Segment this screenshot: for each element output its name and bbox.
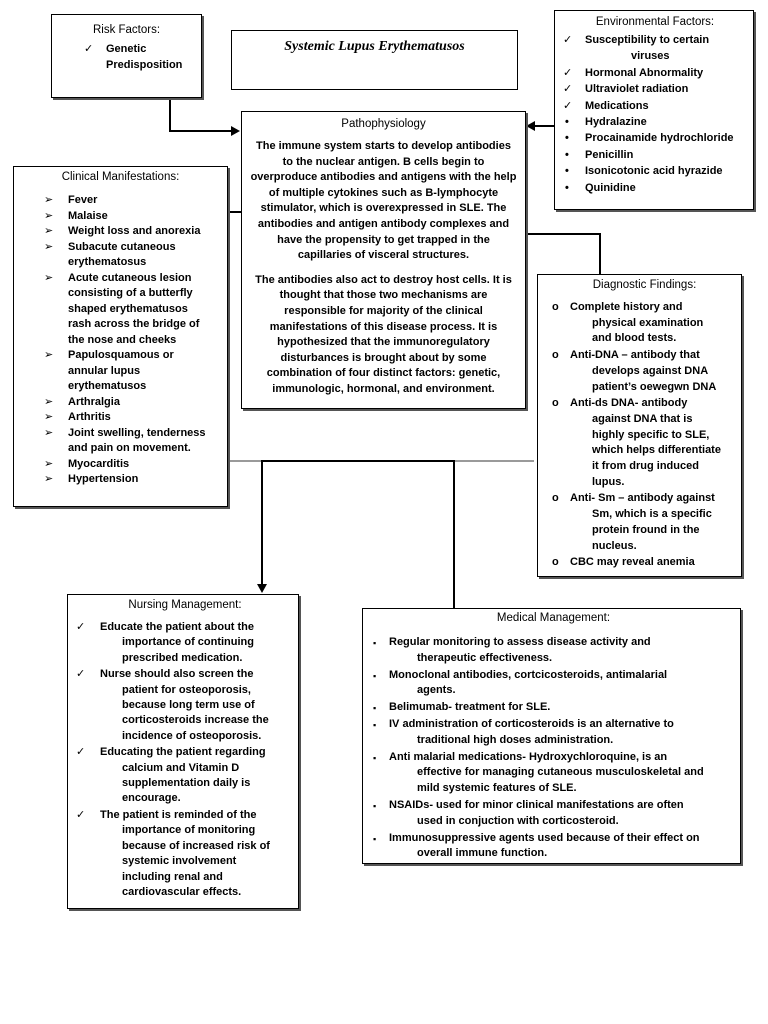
clinical-bullet-icon: ➢ (44, 209, 54, 222)
connector-bottom-bar (261, 460, 454, 462)
clinical-item-text: the nose and cheeks (68, 333, 177, 346)
medical-item-text: IV administration of corticosteroids is an alternative to (389, 717, 674, 730)
environment-item-text: Hydralazine (585, 116, 647, 129)
diagnostic-item-text: develops against DNA (592, 364, 709, 377)
environment-item (563, 81, 747, 97)
nursing-item-text: Educating the patient regarding (100, 746, 266, 759)
medical-item-text: Regular monitoring to assess disease activity and (389, 636, 651, 648)
nursing-item-text: supplementation daily is (122, 777, 251, 790)
environment-item (563, 65, 747, 81)
risk-item-text: Genetic (106, 43, 147, 55)
clinical-item (44, 209, 221, 225)
clinical-item (44, 271, 221, 349)
clinical-item-text: Acute cutaneous lesion (68, 271, 192, 284)
diagnostic-item (552, 300, 737, 347)
environmental-factors-box (554, 10, 754, 210)
environment-bullet-icon: ✓ (563, 99, 573, 112)
clinical-bullet-icon: ➢ (44, 473, 54, 485)
nursing-item-text: importance of monitoring (122, 824, 256, 837)
clinical-item-text: Hypertension (68, 473, 139, 485)
diagnostic-item-text: Sm, which is a specific (592, 508, 712, 521)
clinical-item-text: Arthritis (68, 411, 111, 423)
nursing-item (76, 620, 294, 666)
medical-item-text: overall immune function. (417, 847, 548, 860)
clinical-item-text: consisting of a butterfly (68, 287, 193, 299)
medical-item (373, 831, 734, 863)
environment-item-text: Quinidine (585, 181, 636, 194)
medical-item-text: Belimumab- treatment for SLE. (389, 701, 551, 714)
medical-item-text: traditional high doses administration. (417, 733, 614, 746)
medical-bullet-icon: ▪ (373, 719, 377, 730)
nursing-management-heading: Nursing Management: (128, 599, 242, 611)
medical-bullet-icon: ▪ (373, 638, 377, 648)
clinical-bullet-icon: ➢ (44, 411, 54, 423)
medical-management-box (362, 608, 741, 864)
nursing-item-text: because of increased risk of (122, 839, 270, 852)
environment-bullet-icon: ✓ (563, 34, 573, 46)
diagnostic-item-text: it from drug induced (592, 460, 699, 473)
clinical-item-text: Joint swelling, tenderness (68, 426, 206, 439)
clinical-bullet-icon: ➢ (44, 194, 54, 206)
medical-item (373, 717, 734, 749)
clinical-bullet-icon: ➢ (44, 271, 54, 284)
clinical-item (44, 426, 221, 457)
connector-to-medical (453, 460, 455, 608)
environment-item-text: Susceptibility to certain (585, 34, 710, 46)
pathophysiology-heading: Pathophysiology (341, 118, 426, 130)
environment-item-text: Procainamide hydrochloride (585, 132, 734, 145)
diagnostic-item-text: Complete history and (570, 301, 683, 313)
nursing-item (76, 667, 294, 744)
nursing-management-box (67, 594, 299, 909)
environmental-factors-list (563, 32, 747, 196)
connector-env-across (535, 125, 554, 127)
clinical-item (44, 240, 221, 271)
clinical-item (44, 193, 221, 209)
clinical-item-text: Myocarditis (68, 457, 130, 470)
diagnostic-item-text: protein fround in the (592, 523, 700, 536)
nursing-item-text: importance of continuing (122, 636, 254, 649)
diagnostic-item-text: highly specific to SLE, (592, 428, 710, 441)
diagnostic-findings-box (537, 274, 742, 577)
environment-item-text: Medications (585, 99, 649, 112)
environment-item (563, 147, 747, 163)
diagnostic-item-text: against DNA that is (592, 412, 693, 425)
clinical-bullet-icon: ➢ (44, 225, 54, 237)
diagnostic-item (552, 555, 737, 571)
arrow-env-to-patho (526, 121, 535, 131)
medical-management-list (373, 635, 734, 862)
nursing-item-text: cardiovascular effects. (122, 885, 242, 898)
medical-item-text: Monoclonal antibodies, cortcicosteroids, antimalarial (389, 668, 668, 681)
medical-item-text: agents. (417, 684, 456, 697)
diagnostic-item (552, 348, 737, 395)
clinical-item-text: rash across the bridge of (68, 318, 200, 330)
clinical-bullet-icon: ➢ (44, 457, 54, 470)
diagnostic-bullet-icon: o (552, 556, 559, 569)
clinical-item (44, 472, 221, 488)
connector-clinical-patho (228, 211, 242, 213)
nursing-bullet-icon: ✓ (76, 808, 86, 821)
medical-item-text: Anti malarial medications- Hydroxychloroquine, is an (389, 750, 668, 763)
diagnostic-findings-heading: Diagnostic Findings: (592, 279, 697, 291)
risk-factors-list (84, 42, 193, 73)
pathophysiology-paragraph-2: The antibodies also act to destroy host cells. It is thought that those two mechanisms are responsible for majority of the clinical manifestations of this disease process. It is hypothesized that the immunoregulatory disturbances is brought about by some combination of four distinct factors: genetic, immunologic, hormonal, and environment. (255, 273, 512, 395)
medical-item-text: effective for managing cutaneous musculoskeletal and (417, 766, 704, 779)
nursing-management-list (76, 620, 294, 900)
risk-item (84, 42, 193, 73)
diagnostic-findings-list (552, 300, 737, 571)
medical-item-text: therapeutic effectiveness. (417, 651, 553, 664)
title-box (231, 30, 518, 90)
connector-to-nursing (261, 460, 263, 584)
clinical-item (44, 224, 221, 240)
pathophysiology-box (241, 111, 526, 409)
arrow-risk-to-patho (231, 126, 240, 136)
clinical-item-text: erythematosus (68, 256, 147, 268)
nursing-bullet-icon: ✓ (76, 621, 86, 633)
nursing-item-text: The patient is reminded of the (100, 808, 257, 821)
medical-item (373, 700, 734, 716)
clinical-item (44, 457, 221, 473)
diagnostic-item-text: which helps differentiate (592, 444, 721, 457)
clinical-item-text: Weight loss and anorexia (68, 225, 201, 237)
environment-item-text: Isonicotonic acid hyrazide (585, 165, 723, 178)
diagnostic-bullet-icon: o (552, 492, 559, 505)
medical-bullet-icon: ▪ (373, 703, 377, 714)
clinical-bullet-icon: ➢ (44, 240, 54, 253)
medical-management-heading: Medical Management: (496, 612, 611, 624)
medical-item-text: mild systemic features of SLE. (417, 782, 577, 795)
risk-factors-heading: Risk Factors: (92, 24, 161, 36)
arrow-to-nursing (257, 584, 267, 593)
clinical-bullet-icon: ➢ (44, 426, 54, 439)
page-title: Systemic Lupus Erythematusos (284, 39, 465, 54)
clinical-manifestations-list (44, 193, 221, 488)
clinical-item-text: annular lupus (68, 364, 141, 377)
medical-item-text: used in conjuction with corticosteroid. (417, 814, 619, 827)
diagnostic-item-text: lupus. (592, 475, 625, 488)
environment-item-text: Hormonal Abnormality (585, 66, 704, 79)
nursing-item-text: systemic involvement (122, 855, 237, 868)
environment-bullet-icon: • (565, 132, 569, 145)
nursing-item-text: encourage. (122, 792, 181, 805)
clinical-item-text: shaped erythematusos (68, 302, 188, 315)
risk-item-text: Predisposition (106, 58, 183, 71)
medical-item (373, 635, 734, 667)
medical-bullet-icon: ▪ (373, 752, 377, 763)
environment-item (563, 180, 747, 196)
medical-item (373, 750, 734, 797)
clinical-item-text: Papulosquamous or (68, 349, 174, 361)
diagnostic-item-text: CBC may reveal anemia (570, 556, 695, 569)
clinical-bullet-icon: ➢ (44, 395, 54, 408)
connector-diag-top (525, 233, 600, 235)
clinical-item (44, 395, 221, 411)
medical-item-text: NSAIDs- used for minor clinical manifestations are often (389, 798, 684, 811)
diagnostic-item-text: and blood tests. (592, 332, 677, 345)
clinical-item-text: Subacute cutaneous (68, 240, 176, 253)
nursing-item-text: Educate the patient about the (100, 621, 255, 633)
clinical-manifestations-box (13, 166, 228, 507)
clinical-item (44, 410, 221, 426)
environment-item-text: viruses (631, 50, 670, 63)
nursing-item-text: calcium and Vitamin D (122, 761, 240, 774)
environment-item (563, 130, 747, 146)
environment-item-text: Ultraviolet radiation (585, 83, 689, 96)
nursing-bullet-icon: ✓ (76, 668, 86, 681)
clinical-item (44, 348, 221, 395)
diagnostic-item-text: Anti- Sm – antibody against (570, 492, 715, 505)
environment-bullet-icon: ✓ (563, 83, 573, 96)
nursing-item-text: because long term use of (122, 699, 255, 712)
environment-bullet-icon: • (565, 116, 569, 129)
risk-factors-box (51, 14, 202, 98)
diagnostic-bullet-icon: o (552, 301, 559, 313)
diagnostic-item (552, 491, 737, 554)
pathophysiology-paragraph-1: The immune system starts to develop antibodies to the nuclear antigen. B cells begin to overproduce antibodies and antigens with the help of multiple cytokines such as B-lymphocyte stimulator, which is overexpressed in SLE. The antibodies and antigen antibody complexes and have the propensity to get trapped in the capillaries of visceral structures. (250, 140, 517, 262)
clinical-item-text: erythematusos (68, 380, 147, 392)
environment-item (563, 32, 747, 65)
nursing-item-text: including renal and (122, 870, 223, 883)
connector-diag-down (599, 233, 601, 274)
diagnostic-item-text: physical examination (592, 316, 704, 329)
nursing-item-text: prescribed medication. (122, 651, 243, 664)
connector-risk-across (169, 130, 231, 132)
environment-item (563, 114, 747, 130)
environment-item (563, 98, 747, 114)
nursing-item (76, 745, 294, 807)
nursing-item (76, 808, 294, 900)
clinical-item-text: Arthralgia (68, 395, 120, 408)
nursing-item-text: corticosteroids increase the (122, 714, 269, 727)
environment-bullet-icon: • (565, 181, 569, 194)
clinical-manifestations-heading: Clinical Manifestations: (61, 171, 180, 183)
clinical-item-text: Fever (68, 194, 98, 206)
diagnostic-item-text: nucleus. (592, 539, 637, 552)
environmental-factors-heading: Environmental Factors: (595, 16, 715, 28)
medical-item-text: Immunosuppressive agents used because of their effect on (389, 831, 700, 844)
nursing-item-text: incidence of osteoporosis. (122, 729, 262, 742)
diagnostic-bullet-icon: o (552, 397, 559, 410)
nursing-item-text: patient for osteoporosis, (122, 683, 251, 696)
connector-risk-down (169, 97, 171, 131)
medical-item (373, 668, 734, 700)
clinical-item-text: Malaise (68, 209, 108, 222)
medical-bullet-icon: ▪ (373, 833, 377, 844)
risk-bullet-icon: ✓ (84, 43, 94, 55)
environment-bullet-icon: • (565, 165, 569, 178)
diagnostic-item-text: patient’s oewegwn DNA (592, 380, 717, 393)
environment-item (563, 163, 747, 179)
medical-item (373, 798, 734, 830)
environment-item-text: Penicillin (585, 148, 634, 161)
medical-bullet-icon: ▪ (373, 800, 377, 811)
nursing-item-text: Nurse should also screen the (100, 668, 254, 681)
clinical-item-text: and pain on movement. (68, 442, 191, 454)
environment-bullet-icon: ✓ (563, 66, 573, 79)
diagnostic-item-text: Anti-DNA – antibody that (570, 349, 700, 362)
environment-bullet-icon: • (565, 148, 569, 161)
clinical-bullet-icon: ➢ (44, 349, 54, 361)
diagnostic-item-text: Anti-ds DNA- antibody (570, 397, 688, 410)
nursing-bullet-icon: ✓ (76, 746, 86, 759)
medical-bullet-icon: ▪ (373, 670, 377, 681)
diagnostic-bullet-icon: o (552, 349, 559, 362)
diagnostic-item (552, 396, 737, 490)
